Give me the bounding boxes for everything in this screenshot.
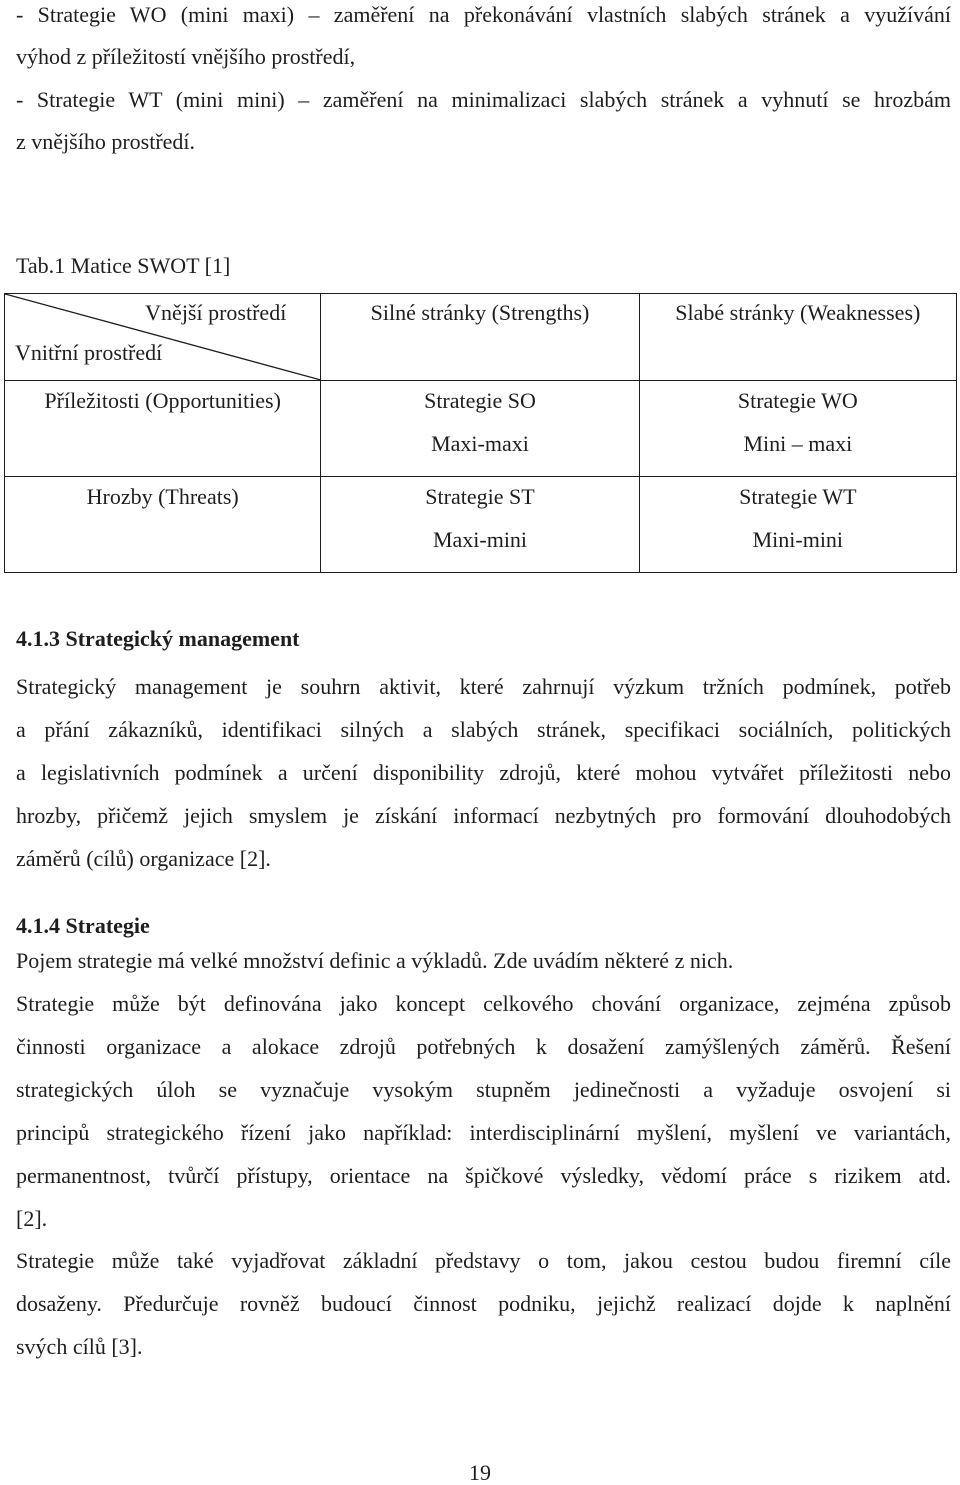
page-number: 19 — [469, 1460, 491, 1485]
paragraph-line: Strategie může také vyjadřovat základní představy o tom, jakou cestou budou firemní cíle — [16, 1248, 951, 1273]
paragraph-line: Pojem strategie má velké množství definic a výkladů. Zde uvádím některé z nich. — [16, 948, 734, 973]
paragraph-line: strategických úloh se vyznačuje vysokým stupněm jedinečnosti a vyžaduje osvojení si — [16, 1077, 951, 1102]
wo-strategy-cell — [639, 381, 956, 477]
corner-label-internal: Vnitřní prostředí — [15, 340, 163, 365]
intro-line: z vnějšího prostředí. — [16, 129, 196, 154]
st-strategy-type: Maxi-mini — [432, 527, 528, 552]
table-row — [5, 477, 957, 573]
paragraph-line: principů strategického řízení jako například: interdisciplinární myšlení, myšlení ve variantách, — [16, 1120, 951, 1145]
table-header-row — [5, 294, 957, 381]
so-strategy-name: Strategie SO — [424, 388, 536, 413]
table-row — [5, 381, 957, 477]
paragraph-line: Strategický management je souhrn aktivit, které zahrnují výzkum tržních podmínek, potřeb — [16, 674, 951, 699]
so-strategy-type: Maxi-maxi — [431, 431, 529, 456]
opportunities-label: Příležitosti (Opportunities) — [5, 381, 321, 477]
strengths-header: Silné stránky (Strengths) — [321, 294, 639, 381]
paragraph-line: a přání zákazníků, identifikaci silných a slabých stránek, specifikaci sociálních, politických — [16, 717, 951, 742]
threats-label: Hrozby (Threats) — [5, 477, 321, 573]
so-strategy-cell — [321, 381, 639, 477]
paragraph-line: a legislativních podmínek a určení disponibility zdrojů, které mohou vytvářet příležitosti nebo — [16, 760, 951, 785]
table-corner-cell — [5, 294, 321, 381]
paragraph-line: hrozby, přičemž jejich smyslem je získání informací nezbytných pro formování dlouhodobých — [16, 803, 951, 828]
st-strategy-cell — [321, 477, 639, 573]
table-caption: Tab.1 Matice SWOT [1] — [16, 253, 231, 278]
intro-line: - Strategie WO (mini maxi) – zaměření na překonávání vlastních slabých stránek a využívání — [16, 2, 951, 27]
section-heading-413: 4.1.3 Strategický management — [16, 626, 300, 651]
paragraph-line: záměrů (cílů) organizace [2]. — [16, 846, 271, 871]
corner-label-external: Vnější prostředí — [145, 300, 287, 325]
intro-line: - Strategie WT (mini mini) – zaměření na minimalizaci slabých stránek a vyhnutí se hrozbám — [16, 87, 951, 112]
paragraph-line: činnosti organizace a alokace zdrojů potřebných k dosažení zamýšlených záměrů. Řešení — [16, 1034, 951, 1059]
intro-line: výhod z příležitostí vnějšího prostředí, — [16, 44, 356, 69]
wo-strategy-type: Mini – maxi — [743, 431, 853, 456]
wt-strategy-type: Mini-mini — [752, 527, 844, 552]
wt-strategy-name: Strategie WT — [739, 484, 857, 509]
swot-matrix-table — [4, 293, 957, 573]
paragraph-line: dosaženy. Předurčuje rovněž budoucí činnost podniku, jejichž realizací dojde k naplnění — [16, 1291, 951, 1316]
paragraph-line: svých cílů [3]. — [16, 1334, 143, 1359]
section-heading-414: 4.1.4 Strategie — [16, 913, 150, 938]
paragraph-line: Strategie může být definována jako koncept celkového chování organizace, zejména způsob — [16, 991, 951, 1016]
wt-strategy-cell — [639, 477, 956, 573]
wo-strategy-name: Strategie WO — [737, 388, 858, 413]
weaknesses-header: Slabé stránky (Weaknesses) — [639, 294, 956, 381]
paragraph-line: permanentnost, tvůrčí přístupy, orientace na špičkové výsledky, vědomí práce s rizikem atd. — [16, 1163, 951, 1188]
st-strategy-name: Strategie ST — [425, 484, 535, 509]
paragraph-line: [2]. — [16, 1206, 48, 1231]
